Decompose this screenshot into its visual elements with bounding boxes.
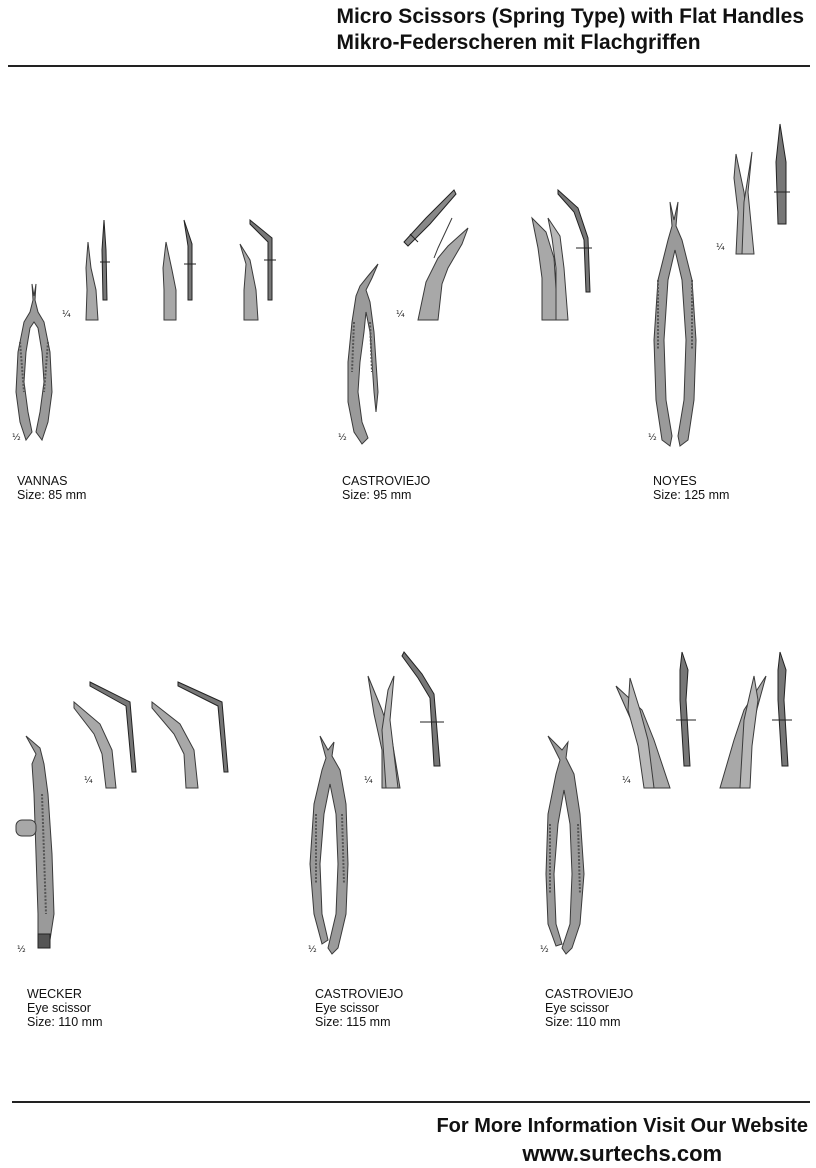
page-title-de: Mikro-Federscheren mit Flachgriffen bbox=[336, 31, 701, 54]
castroviejo-115-scissor-image bbox=[306, 734, 356, 956]
castroviejo-110-scissor-image bbox=[540, 734, 592, 956]
wecker-scissor-image bbox=[14, 734, 62, 952]
vannas-scissor-image bbox=[10, 282, 60, 447]
page-title-en: Micro Scissors (Spring Type) with Flat Handles bbox=[336, 5, 804, 28]
product-size: Size: 85 mm bbox=[17, 488, 87, 502]
product-name: CASTROVIEJO bbox=[342, 474, 431, 488]
scale-quarter-1: ¼ bbox=[62, 310, 71, 320]
header-title-block bbox=[336, 4, 804, 56]
scale-quarter-2: ¼ bbox=[396, 310, 405, 320]
product-size: Size: 115 mm bbox=[315, 1015, 391, 1029]
scale-half-1: ½ bbox=[12, 433, 21, 443]
scale-half-3: ½ bbox=[648, 433, 657, 443]
scale-quarter-4: ¼ bbox=[84, 776, 93, 786]
product-caption-vannas bbox=[17, 474, 86, 502]
wecker-tip-detail-1 bbox=[72, 680, 144, 790]
scale-half-2: ½ bbox=[338, 433, 347, 443]
product-caption-castroviejo-110 bbox=[545, 987, 633, 1029]
castroviejo-95-tip-detail-2 bbox=[528, 188, 598, 322]
website-link[interactable]: www.surtechs.com bbox=[522, 1141, 723, 1166]
scale-half-4: ½ bbox=[17, 945, 26, 955]
scale-quarter-5: ¼ bbox=[364, 776, 373, 786]
scale-quarter-6: ¼ bbox=[622, 776, 631, 786]
product-desc: Eye scissor bbox=[27, 1001, 91, 1015]
castroviejo-95-scissor-image bbox=[338, 262, 384, 447]
product-name: CASTROVIEJO bbox=[315, 987, 404, 1001]
scale-half-5: ½ bbox=[308, 945, 317, 955]
footer-info-text: For More Information Visit Our Website bbox=[436, 1115, 808, 1137]
product-caption-noyes bbox=[653, 474, 729, 502]
noyes-tip-detail bbox=[730, 122, 792, 256]
footer-divider bbox=[12, 1101, 810, 1103]
product-size: Size: 110 mm bbox=[545, 1015, 621, 1029]
product-size: Size: 125 mm bbox=[653, 488, 730, 502]
header-divider bbox=[8, 65, 810, 67]
scale-half-6: ½ bbox=[540, 945, 549, 955]
castroviejo-110-tip-detail-1 bbox=[614, 650, 700, 790]
product-caption-wecker bbox=[27, 987, 103, 1029]
product-size: Size: 95 mm bbox=[342, 488, 412, 502]
product-name: VANNAS bbox=[17, 474, 68, 488]
vannas-tip-detail-3 bbox=[236, 220, 280, 322]
wecker-tip-detail-2 bbox=[150, 680, 230, 790]
noyes-scissor-image bbox=[648, 200, 702, 448]
vannas-tip-detail-2 bbox=[158, 220, 200, 322]
product-desc: Eye scissor bbox=[315, 1001, 379, 1015]
product-size: Size: 110 mm bbox=[27, 1015, 103, 1029]
vannas-tip-detail-1 bbox=[74, 220, 114, 322]
product-name: CASTROVIEJO bbox=[545, 987, 634, 1001]
castroviejo-115-tip-detail bbox=[364, 650, 448, 790]
product-caption-castroviejo-115 bbox=[315, 987, 403, 1029]
product-caption-castroviejo-95 bbox=[342, 474, 430, 502]
castroviejo-95-tip-detail bbox=[398, 188, 472, 322]
castroviejo-110-tip-detail-2 bbox=[714, 650, 794, 790]
scale-quarter-3: ¼ bbox=[716, 243, 725, 253]
product-name: WECKER bbox=[27, 987, 82, 1001]
product-name: NOYES bbox=[653, 474, 697, 488]
footer bbox=[436, 1112, 808, 1168]
product-desc: Eye scissor bbox=[545, 1001, 609, 1015]
